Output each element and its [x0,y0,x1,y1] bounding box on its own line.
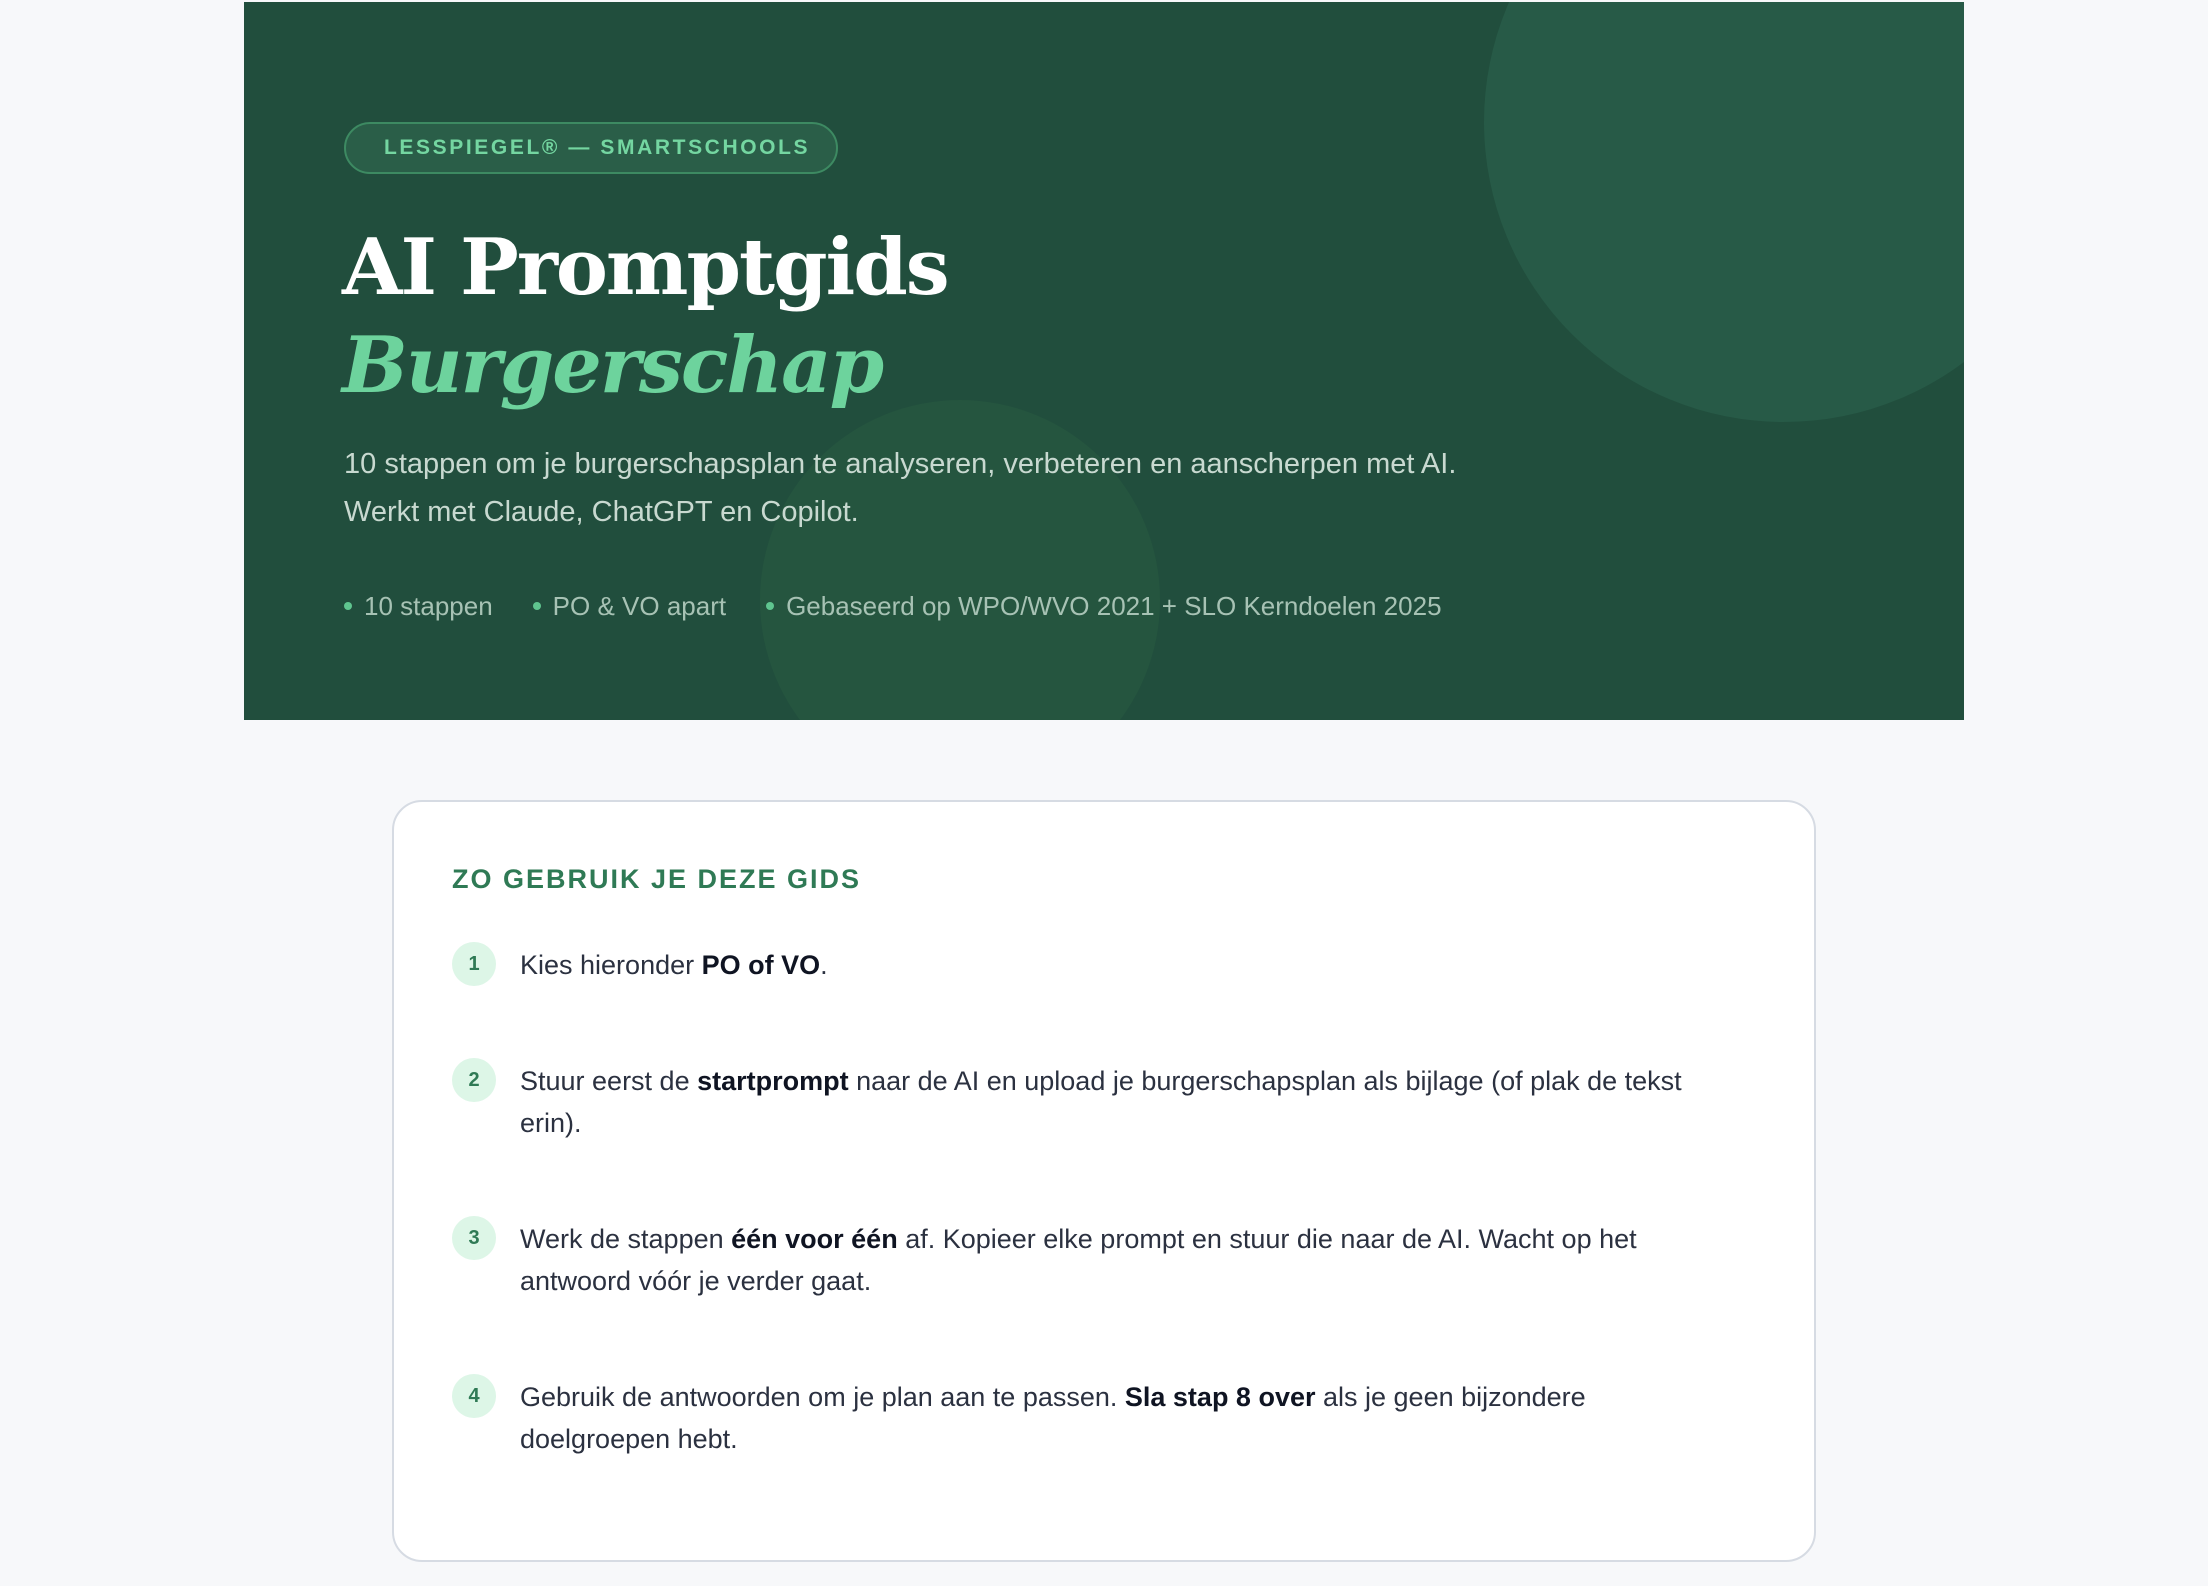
meta-item [533,584,726,628]
step-text-part: af. Kopieer elke prompt en stuur die naar de AI. Wacht op het antwoord vóór je verder gaat. [520,1224,1637,1296]
step-text-bold: startprompt [697,1066,849,1096]
step-text-bold: Sla stap 8 over [1124,1382,1316,1412]
hero-banner [244,2,1964,720]
step-text-part: Stuur eerst de [520,1066,698,1096]
step-number-badge: 1 [452,942,496,986]
meta-item [344,584,493,628]
meta-item-label: PO & VO apart [552,591,727,621]
step-text-part: naar de AI en upload je burgerschapsplan als bijlage (of plak de tekst erin). [520,1066,1682,1138]
bullet-dot-icon [766,602,774,610]
step-text-bold: één voor één [731,1224,898,1254]
step-text [520,1218,1742,1302]
meta-item [766,584,1441,628]
step-text-part: Gebruik de antwoorden om je plan aan te passen. [520,1382,1125,1412]
guide-step [452,944,1742,986]
decorative-circle [1484,2,1964,422]
step-text-part: . [820,950,828,980]
bullet-dot-icon [344,602,352,610]
guide-step [452,1060,1742,1144]
intro-text: 10 stappen om je burgerschapsplan te analyseren, verbeteren en aanscherpen met AI. Werkt met Claude, ChatGPT en Copilot. [344,448,1457,528]
usage-guide-card [392,800,1816,1562]
guide-step [452,1376,1742,1460]
guide-step [452,1218,1742,1302]
bullet-dot-icon [533,602,541,610]
step-text [520,944,828,986]
step-text [520,1060,1742,1144]
meta-item-label: Gebaseerd op WPO/WVO 2021 + SLO Kerndoelen 2025 [786,591,1442,621]
meta-item-label: 10 stappen [364,591,493,621]
meta-list [344,584,1442,628]
brand-badge: LESSPIEGEL® — SMARTSCHOOLS [344,122,838,174]
page-subtitle: Burgerschap [342,320,883,411]
step-number-badge: 4 [452,1374,496,1418]
step-text-part: als je geen bijzondere doelgroepen hebt. [520,1382,1586,1454]
step-text [520,1376,1742,1460]
card-heading: ZO GEBRUIK JE DEZE GIDS [452,864,862,894]
step-number-badge: 3 [452,1216,496,1260]
step-text-part: Kies hieronder [520,950,702,980]
step-text-bold: PO of VO [701,950,821,980]
step-text-part: Werk de stappen [520,1224,732,1254]
page-title: AI Promptgids [342,222,948,313]
step-number-badge: 2 [452,1058,496,1102]
